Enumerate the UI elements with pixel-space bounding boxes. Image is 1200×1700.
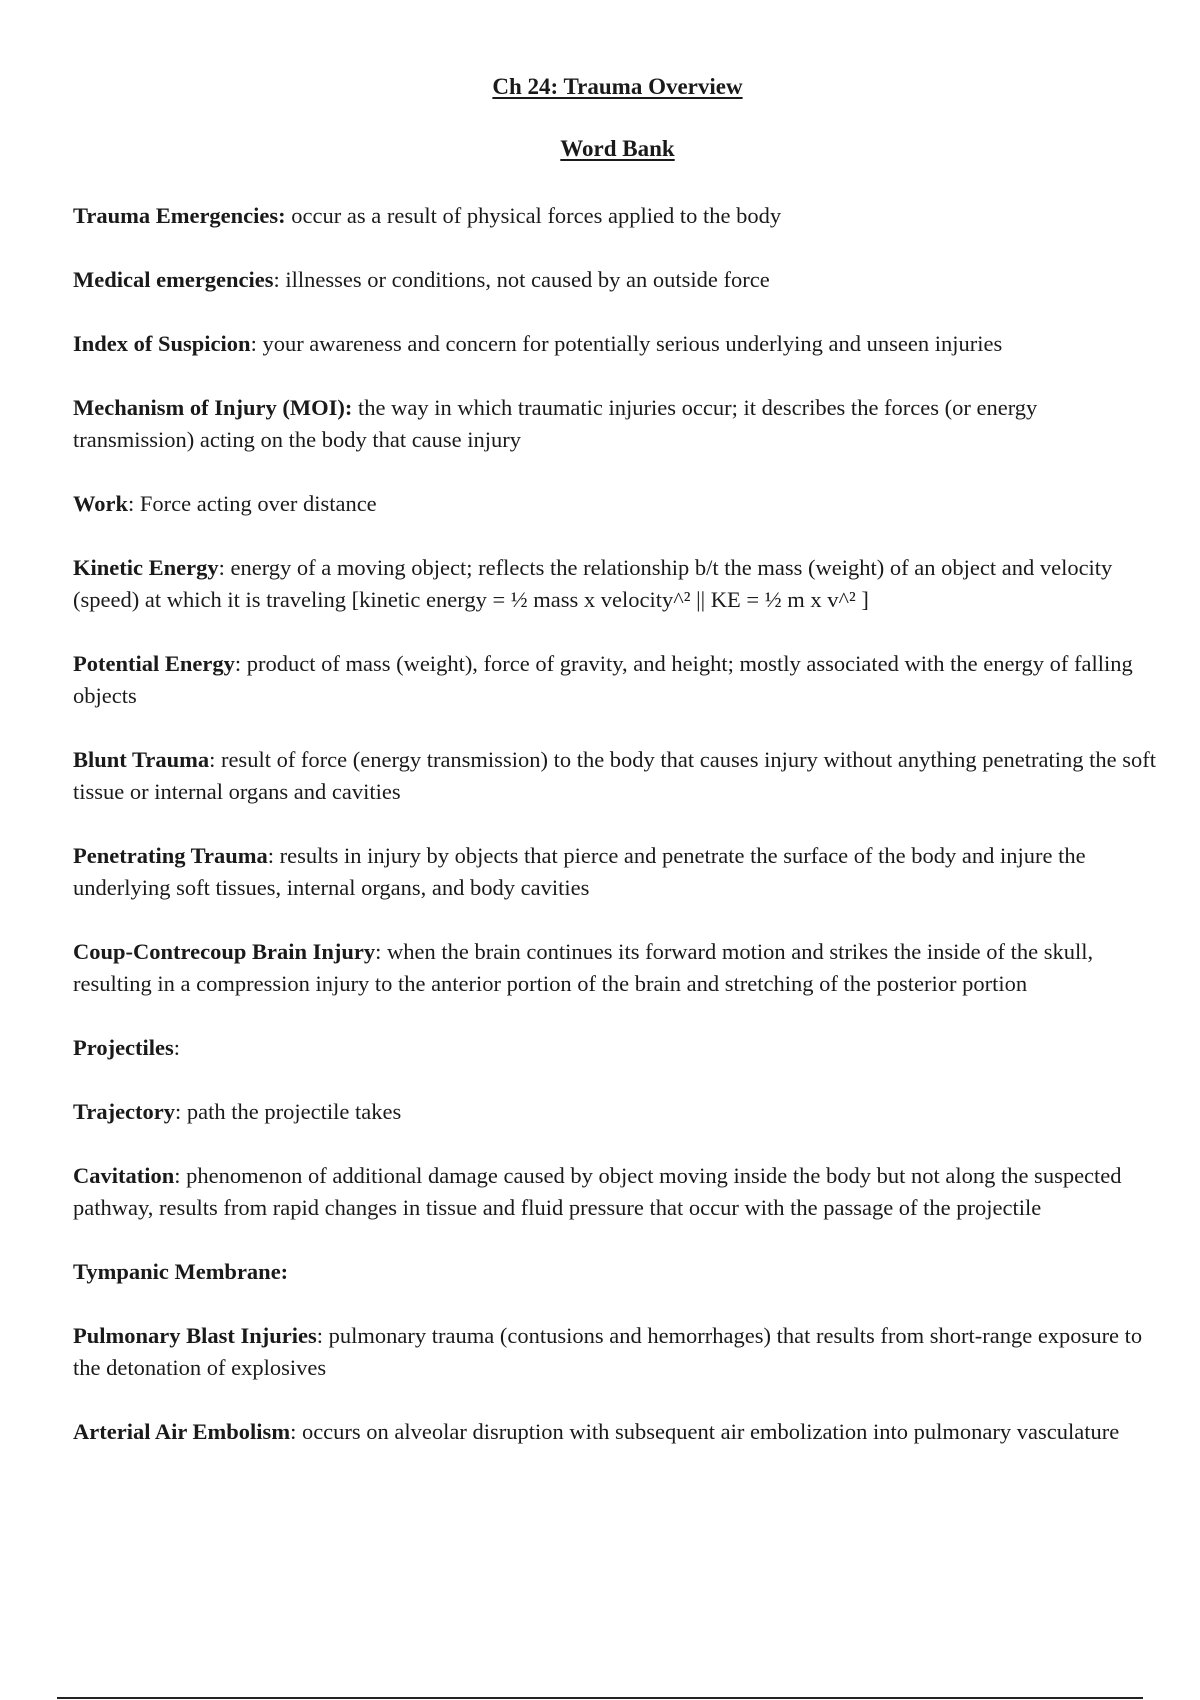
entry-term: Arterial Air Embolism <box>73 1419 291 1444</box>
entry-definition: : your awareness and concern for potentially serious underlying and unseen injuries <box>250 331 1003 356</box>
word-bank-entry <box>73 552 1163 616</box>
entry-term: Pulmonary Blast Injuries <box>73 1323 317 1348</box>
entry-term: Potential Energy <box>73 651 235 676</box>
word-bank-entry <box>73 1416 1163 1448</box>
entry-definition: : <box>173 1035 181 1060</box>
entry-term: Coup-Contrecoup Brain Injury <box>73 939 376 964</box>
word-bank-entry <box>73 1320 1163 1384</box>
entry-definition: : energy of a moving object; reflects the relationship b/t the mass (weight) of an object and velocity (speed) at which it is traveling [kinetic energy = ½ mass x velocity^² || KE = ½ m x v^² ] <box>73 555 1113 612</box>
word-bank-entry <box>73 1032 1163 1064</box>
word-bank-entry <box>73 648 1163 712</box>
word-bank-entry <box>73 392 1163 456</box>
entry-definition: : occurs on alveolar disruption with subsequent air embolization into pulmonary vasculature <box>290 1419 1120 1444</box>
word-bank-entry <box>73 328 1163 360</box>
word-bank-entry <box>73 840 1163 904</box>
entry-definition: : pulmonary trauma (contusions and hemorrhages) that results from short-range exposure to the detonation of explosives <box>73 1323 1143 1380</box>
section-title: Word Bank <box>560 136 675 161</box>
entry-term: Trauma Emergencies: <box>73 203 286 228</box>
entry-term: Medical emergencies <box>73 267 274 292</box>
entry-term: Work <box>73 491 129 516</box>
word-bank-entry <box>73 936 1163 1000</box>
page-bottom-rule <box>57 1697 1143 1699</box>
word-bank-entry <box>73 1096 1163 1128</box>
entry-definition: : results in injury by objects that pierce and penetrate the surface of the body and injure the underlying soft tissues, internal organs, and body cavities <box>73 843 1086 900</box>
word-bank-entry <box>73 264 1163 296</box>
entry-definition: : when the brain continues its forward motion and strikes the inside of the skull, resulting in a compression injury to the anterior portion of the brain and stretching of the posterior portion <box>73 939 1094 996</box>
entry-definition: : path the projectile takes <box>175 1099 402 1124</box>
word-bank-entry <box>73 488 1163 520</box>
entry-definition: : result of force (energy transmission) to the body that causes injury without anything penetrating the soft tissue or internal organs and cavities <box>73 747 1156 804</box>
entry-term: Penetrating Trauma <box>73 843 268 868</box>
entry-term: Blunt Trauma <box>73 747 210 772</box>
entry-term: Projectiles <box>73 1035 174 1060</box>
entry-definition: occur as a result of physical forces applied to the body <box>285 203 782 228</box>
entry-definition: the way in which traumatic injuries occur; it describes the forces (or energy transmission) acting on the body that cause injury <box>73 395 1038 452</box>
word-bank-entry <box>73 200 1163 232</box>
entry-definition: : illnesses or conditions, not caused by an outside force <box>273 267 770 292</box>
entry-term: Tympanic Membrane: <box>73 1259 289 1284</box>
entry-term: Index of Suspicion <box>73 331 251 356</box>
entry-term: Cavitation <box>73 1163 175 1188</box>
word-bank-entry <box>73 1256 1163 1288</box>
entry-term: Trajectory <box>73 1099 176 1124</box>
entry-term: Mechanism of Injury (MOI): <box>73 395 353 420</box>
entry-definition: : product of mass (weight), force of gravity, and height; mostly associated with the energy of falling objects <box>73 651 1133 708</box>
word-bank-entry <box>73 744 1163 808</box>
entry-definition: : Force acting over distance <box>128 491 377 516</box>
entry-definition: : phenomenon of additional damage caused by object moving inside the body but not along the suspected pathway, results from rapid changes in tissue and fluid pressure that occur with the passage of the projectile <box>73 1163 1122 1220</box>
word-bank-list <box>73 200 1163 1480</box>
word-bank-entry <box>73 1160 1163 1224</box>
document-title: Ch 24: Trauma Overview <box>492 74 743 99</box>
entry-term: Kinetic Energy <box>73 555 219 580</box>
